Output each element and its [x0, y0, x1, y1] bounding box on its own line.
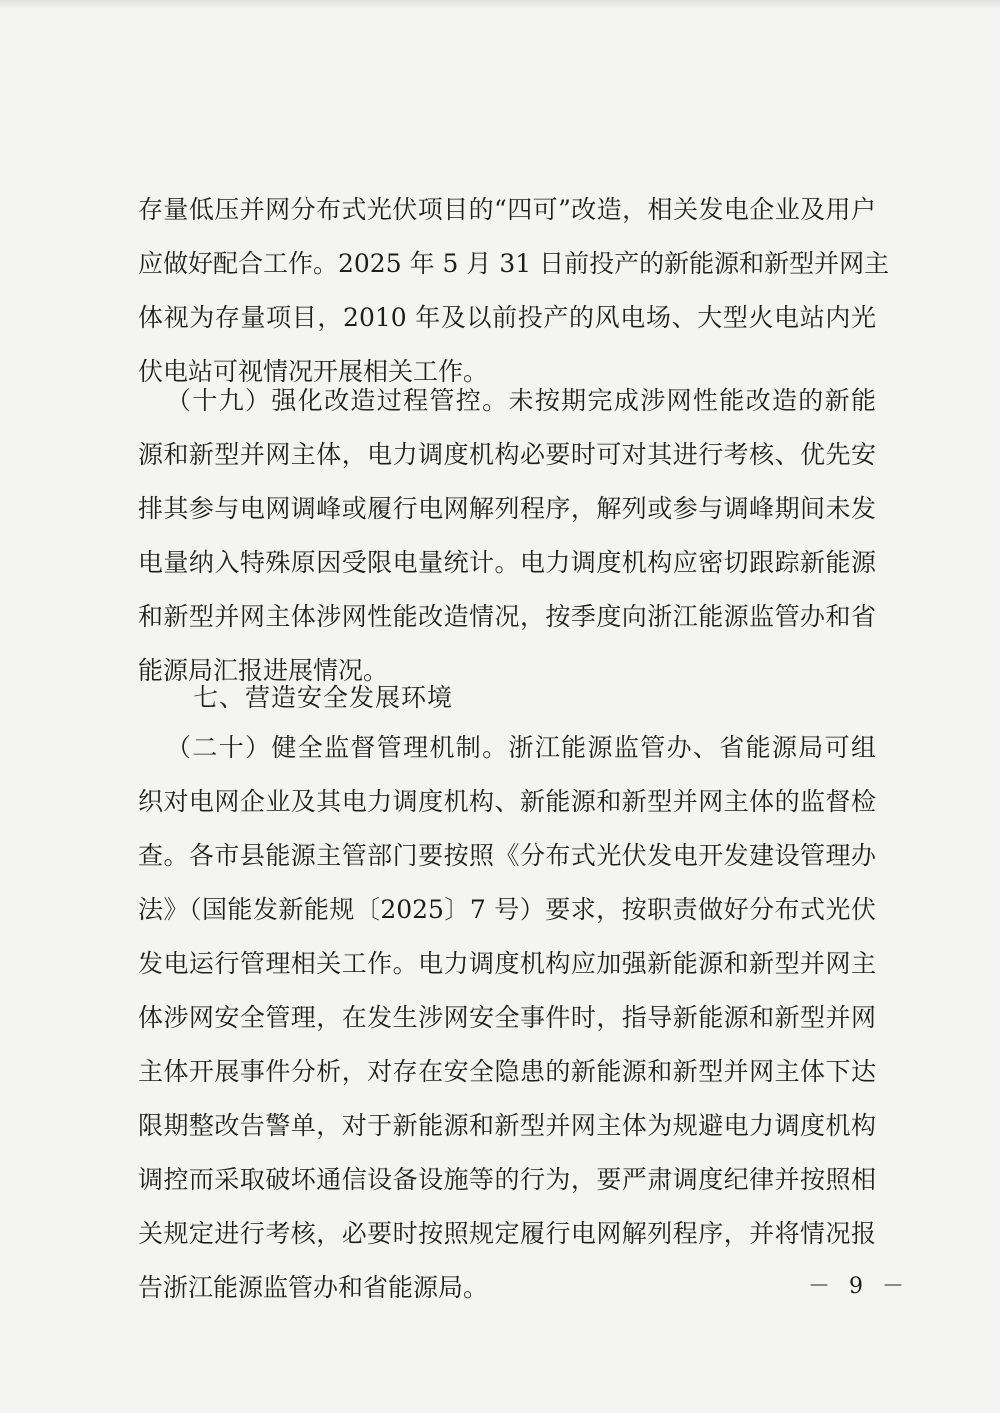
- text-line: 和新型并网主体涉网性能改造情况，按季度向浙江能源监管办和省: [138, 602, 876, 631]
- text-line: 应做好配合工作。2025 年 5 月 31 日前投产的新能源和新型并网主: [138, 249, 890, 278]
- text-line: 存量低压并网分布式光伏项目的“四可”改造，相关发电企业及用户: [138, 195, 876, 224]
- text-line: 电量纳入特殊原因受限电量统计。电力调度机构应密切跟踪新能源: [138, 548, 876, 577]
- text-line: 调控而采取破坏通信设备设施等的行为，要严肃调度纪律并按照相: [138, 1165, 876, 1194]
- page-number: － 9 －: [808, 1274, 910, 1299]
- text-line: 排其参与电网调峰或履行电网解列程序，解列或参与调峰期间未发: [138, 494, 876, 523]
- paragraph-start-line: （十九）强化改造过程管控。未按期完成涉网性能改造的新能: [166, 386, 876, 415]
- text-line: 主体开展事件分析，对存在安全隐患的新能源和新型并网主体下达: [138, 1057, 876, 1086]
- text-line: 发电运行管理相关工作。电力调度机构应加强新能源和新型并网主: [138, 949, 876, 978]
- paragraph-start-line: （二十）健全监督管理机制。浙江能源监管办、省能源局可组: [166, 733, 876, 762]
- text-line: 限期整改告警单，对于新能源和新型并网主体为规避电力调度机构: [138, 1111, 876, 1140]
- text-line: 查。各市县能源主管部门要按照《分布式光伏发电开发建设管理办: [138, 841, 876, 870]
- text-line: 伏电站可视情况开展相关工作。: [138, 357, 489, 386]
- scan-edge-shadow: [0, 0, 1000, 10]
- text-line: 体涉网安全管理，在发生涉网安全事件时，指导新能源和新型并网: [138, 1003, 876, 1032]
- text-line: 源和新型并网主体，电力调度机构必要时可对其进行考核、优先安: [138, 440, 876, 469]
- text-line: 法》（国能发新能规〔2025〕7 号）要求，按职责做好分布式光伏: [138, 895, 876, 924]
- section-heading: 七、营造安全发展环境: [193, 683, 454, 712]
- text-line: 体视为存量项目，2010 年及以前投产的风电场、大型火电站内光: [138, 303, 876, 332]
- text-line: 告浙江能源监管办和省能源局。: [138, 1273, 489, 1302]
- text-line: 能源局汇报进展情况。: [138, 656, 389, 685]
- text-line: 织对电网企业及其电力调度机构、新能源和新型并网主体的监督检: [138, 787, 876, 816]
- text-line: 关规定进行考核，必要时按照规定履行电网解列程序，并将情况报: [138, 1219, 876, 1248]
